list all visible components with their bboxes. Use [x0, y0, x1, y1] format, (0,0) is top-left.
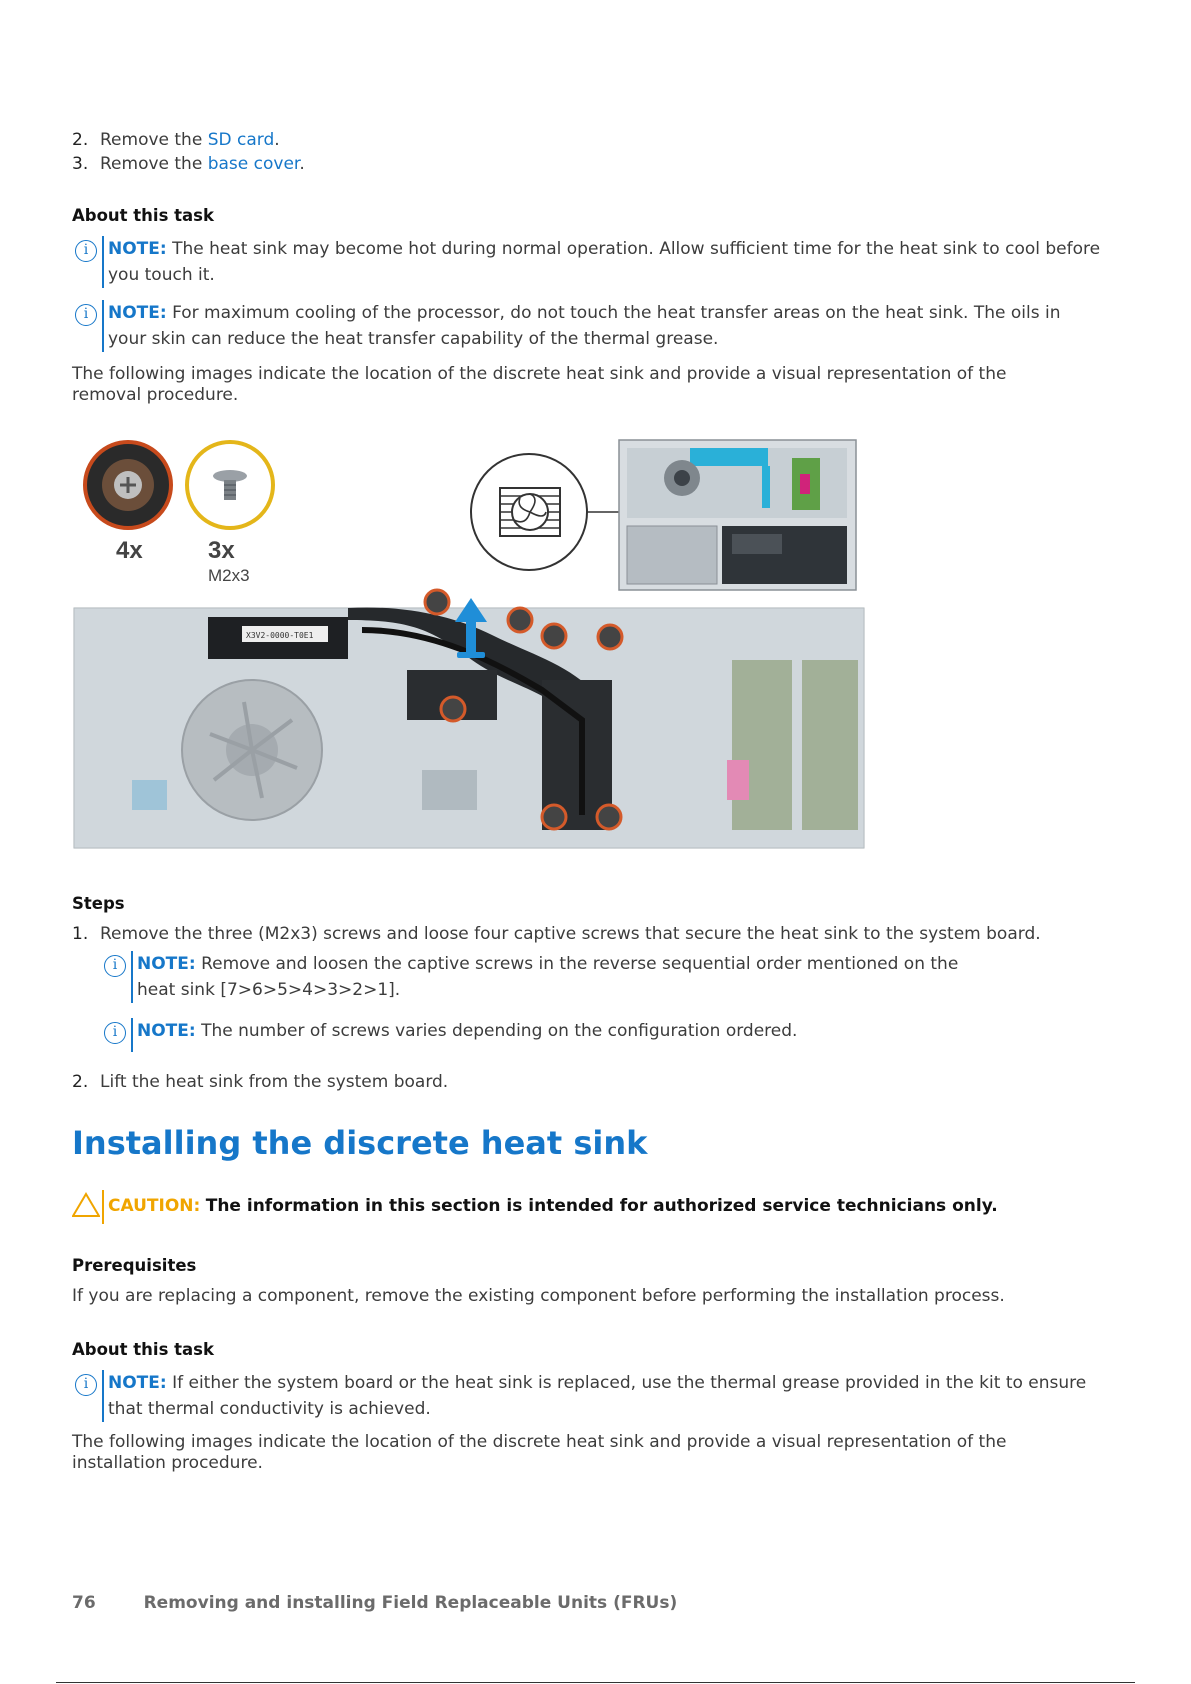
footer-rule [56, 1682, 1135, 1683]
step-2: 2. Lift the heat sink from the system board. [72, 1072, 449, 1092]
about-task-heading-2: About this task [72, 1340, 214, 1359]
captive-screw-icon [85, 442, 171, 528]
info-icon: i [75, 240, 97, 262]
step-1: 1. Remove the three (M2x3) screws and loose four captive screws that secure the heat sink to the system board. [72, 924, 1041, 944]
info-icon: i [104, 1022, 126, 1044]
page-number: 76 [72, 1593, 96, 1613]
svg-text:X3V2-0000-T0E1: X3V2-0000-T0E1 [246, 631, 314, 640]
heat-sink-symbol-icon [471, 454, 587, 570]
install-section-title: Installing the discrete heat sink [72, 1124, 648, 1162]
footer [72, 1593, 677, 1613]
prereq-step-list [72, 128, 305, 176]
m2x3-screw-count: 3x [208, 537, 235, 564]
note-heat-warning: i NOTE: The heat sink may become hot during normal operation. Allow sufficient time for the heat sink to cool before you touch it. [72, 236, 1102, 288]
m2x3-screw-icon [187, 442, 273, 528]
note-captive-order: i NOTE: Remove and loosen the captive screws in the reverse sequential order mentioned on the heat sink [7>6>5>4>3>2>1]. [101, 951, 1001, 1003]
info-icon: i [75, 1374, 97, 1396]
info-icon: i [104, 955, 126, 977]
install-intro: The following images indicate the location of the discrete heat sink and provide a visual representation of the installation procedure. [72, 1432, 1007, 1473]
captive-screw-count: 4x [116, 537, 143, 564]
prereq-step: 2. Remove the SD card. [72, 130, 280, 150]
footer-section: Removing and installing Field Replaceable Units (FRUs) [143, 1593, 678, 1613]
prerequisites-heading: Prerequisites [72, 1256, 197, 1275]
about-task-heading: About this task [72, 206, 214, 225]
heat-sink-removal-figure [72, 430, 872, 850]
removal-intro: The following images indicate the location of the discrete heat sink and provide a visual representation of the removal procedure. [72, 364, 1007, 405]
note-screw-count: i NOTE: The number of screws varies depending on the configuration ordered. [101, 1018, 1001, 1052]
caution-box: CAUTION: The information in this section is intended for authorized service technicians only. [72, 1192, 1102, 1226]
warning-triangle-icon [72, 1192, 100, 1218]
note-cooling: i NOTE: For maximum cooling of the processor, do not touch the heat transfer areas on the heat sink. The oils in your skin can reduce the heat transfer capability of the thermal grease. [72, 300, 1102, 352]
steps-heading: Steps [72, 894, 125, 913]
info-icon: i [75, 304, 97, 326]
base-cover-link[interactable]: base cover [207, 154, 300, 174]
sd-card-link[interactable]: SD card [207, 130, 275, 150]
laptop-overview-image [619, 440, 856, 590]
m2x3-screw-label: M2x3 [208, 566, 250, 585]
prereq-step: 3. Remove the base cover. [72, 154, 305, 174]
prerequisites-text: If you are replacing a component, remove the existing component before performing the installation process. [72, 1286, 1005, 1306]
note-thermal-grease: i NOTE: If either the system board or the heat sink is replaced, use the thermal grease provided in the kit to ensure that thermal conductivity is achieved. [72, 1370, 1102, 1422]
